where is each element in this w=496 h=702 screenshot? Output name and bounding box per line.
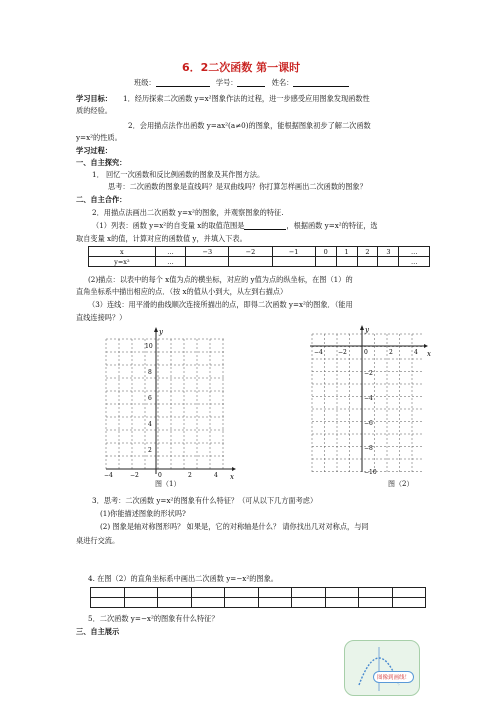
table-input-cell[interactable] [272,257,315,267]
table-input-cell[interactable] [91,598,125,608]
graph-1[interactable] [98,322,238,492]
graph-1-x-tick: 2 [188,472,192,479]
section-2-line-5: 直角坐标系中描出相应的点．（按 x的值从小到大，从左到右描点） [76,287,288,296]
graph-2-x-tick: −4 [314,349,323,356]
table-cell: −3 [186,247,229,257]
goals-label: 学习目标： [76,94,112,103]
question-5: 5．二次函数 y=−x²的图象有什么特征？ [88,614,219,623]
table-input-cell[interactable] [229,257,272,267]
graph-2-y-tick: −6 [364,420,373,427]
graph-2-x-arrow [424,344,428,348]
graph-2-caption: 图（2） [388,480,414,488]
graph-1-y-tick: 4 [148,421,152,428]
section-2-line-4: (2)描点：以表中的每个 x值为点的横坐标，对应的 y值为点的纵坐标，在图（1）的 [88,275,353,284]
graph-1-y-tick: 2 [148,447,152,454]
goal-1-line-1: 1．经历探索二次函数 y=x²图象作法的过程，进一步感受应用图象发现函数性 [123,94,370,103]
graph-1-caption: 图（1） [155,480,181,488]
name-label: 姓名： [271,78,294,87]
table-cell: x [89,247,156,257]
class-blank[interactable] [156,78,210,87]
table-input-cell[interactable] [325,598,359,608]
graph-2-y-label: y [365,326,369,334]
question-3-1: (1)你能描述图象的形状吗? [100,509,186,518]
table-input-cell[interactable] [357,257,378,267]
header-fields [134,78,349,87]
badge-label: 图像到画线！ [373,671,414,683]
graph-1-x-label: x [230,473,234,481]
graph-1-y-tick: 8 [148,369,152,376]
goal-2-line-2: y=x²的性质。 [76,133,122,142]
section-4-heading: 三、自主展示 [76,627,120,636]
graph-2-y-tick: −8 [364,445,373,452]
table-row [91,588,426,598]
goal-2-line-1: 2．会用描点法作出函数 y=ax²(a≠0)的图象，能根据图象初步了解二次函数 [128,121,371,130]
decorative-badge [344,640,420,696]
section-2-line-2: （1）列表：函数 y=x²的自变量 x的取值范围是 ，根据函数 y=x²的特征，选 [92,221,378,230]
table-cell: … [399,247,430,257]
table-input-cell[interactable] [91,588,125,598]
table-cell: 3 [378,247,399,257]
table-input-cell[interactable] [191,598,225,608]
graph-2-x-label: x [427,350,431,358]
section-1-line-1: 1． 回忆一次函数和反比例函数的图象及其作图方法。 [92,170,265,179]
graph-2[interactable] [306,322,438,482]
table-input-cell[interactable] [378,257,399,267]
table-input-cell[interactable] [124,588,158,598]
table-row [89,257,430,267]
table-input-cell[interactable] [186,257,229,267]
table-cell: 0 [315,247,336,257]
table-input-cell[interactable] [191,588,225,598]
domain-blank[interactable] [244,221,286,230]
table-cell: −1 [272,247,315,257]
table-input-cell[interactable] [292,588,326,598]
table-input-cell[interactable] [258,588,292,598]
class-label: 班级： [134,78,156,87]
table-cell: 2 [357,247,378,257]
question-3-2: (2) 图象是轴对称图形吗？ 如果是，它的对称轴是什么？ 请你找出几对对称点，与同 [100,522,369,531]
table-input-cell[interactable] [292,598,326,608]
table-cell: −2 [229,247,272,257]
table-input-cell[interactable] [336,257,357,267]
page-title: 6．2二次函数 第一课时 [182,61,301,74]
graph-1-x-tick: −4 [104,472,113,479]
id-blank[interactable] [237,78,265,87]
table-input-cell[interactable] [325,588,359,598]
table-input-cell[interactable] [258,598,292,608]
table-input-cell[interactable] [158,598,192,608]
section-1-heading: 一、自主探究： [76,158,127,167]
table-cell: … [155,257,186,267]
table-input-cell[interactable] [392,588,426,598]
question-4: 4. 在图（2）的直角坐标系中画出二次函数 y=−x²的图象。 [88,574,278,583]
graph-2-y-tick: −2 [364,370,373,377]
table-row [91,598,426,608]
section-1-line-2: 思考：二次函数的图象是直线吗？是双曲线吗？你打算怎样画出二次函数的图象？ [108,182,367,191]
graph-2-y-tick: −10 [364,469,377,476]
graph-1-y-arrow [154,327,158,332]
process-label: 学习过程： [76,146,112,155]
table-cell: y=x² [89,257,156,267]
graph-2-y-arrow [360,325,364,330]
table-input-cell[interactable] [225,598,259,608]
graph-2-x-tick: −2 [338,349,347,356]
table-input-cell[interactable] [158,588,192,598]
section-2-line-7: 直线连接吗？） [76,313,127,322]
graph-2-y-tick: −4 [364,395,373,402]
section-2-line-3: 取自变量 x的值，计算对应的函数值 y，并填入下表。 [76,234,247,243]
graph-2-x-tick: 4 [414,349,418,356]
section-2-line-1: 2．用描点法画出二次函数 y=x²的图象，并观察图象的特征. [92,208,284,217]
graph-1-x-tick: 4 [214,472,218,479]
table-input-cell[interactable] [315,257,336,267]
table-cell: 1 [336,247,357,257]
graph-1-y-label: y [159,328,163,336]
section-2-heading: 二、自主合作： [76,195,127,204]
graph-2-x-tick: 2 [389,349,393,356]
table-input-cell[interactable] [392,598,426,608]
value-table [88,246,430,267]
graph-1-y-tick: 6 [148,395,152,402]
table-cell: … [399,257,430,267]
goal-1-line-2: 质的经验。 [76,106,112,115]
table-input-cell[interactable] [359,598,393,608]
question-3-2-cont: 桌进行交流。 [76,536,120,545]
section-2-line-6: （3）连线：用平滑的曲线顺次连接所描出的点，即得二次函数 y=x²的图象．（能用 [88,300,353,309]
name-blank[interactable] [293,78,349,87]
table-input-cell[interactable] [225,588,259,598]
graph-1-x-tick: −2 [130,472,139,479]
id-label: 学号： [215,78,238,87]
graph-2-x-tick: 0 [364,349,368,356]
table-row [89,247,430,257]
graph-1-y-tick: 10 [145,343,153,350]
graph-1-x-tick: 0 [158,472,162,479]
table-input-cell[interactable] [124,598,158,608]
answer-table [90,587,426,608]
table-input-cell[interactable] [359,588,393,598]
parabola-icon [345,641,419,695]
table-cell: … [155,247,186,257]
graph-1-grid [106,339,226,469]
graph-1-x-arrow [232,467,236,471]
question-3: 3．思考：二次函数 y=x²的图象有什么特征？（可从以下几方面考虑） [92,496,318,505]
